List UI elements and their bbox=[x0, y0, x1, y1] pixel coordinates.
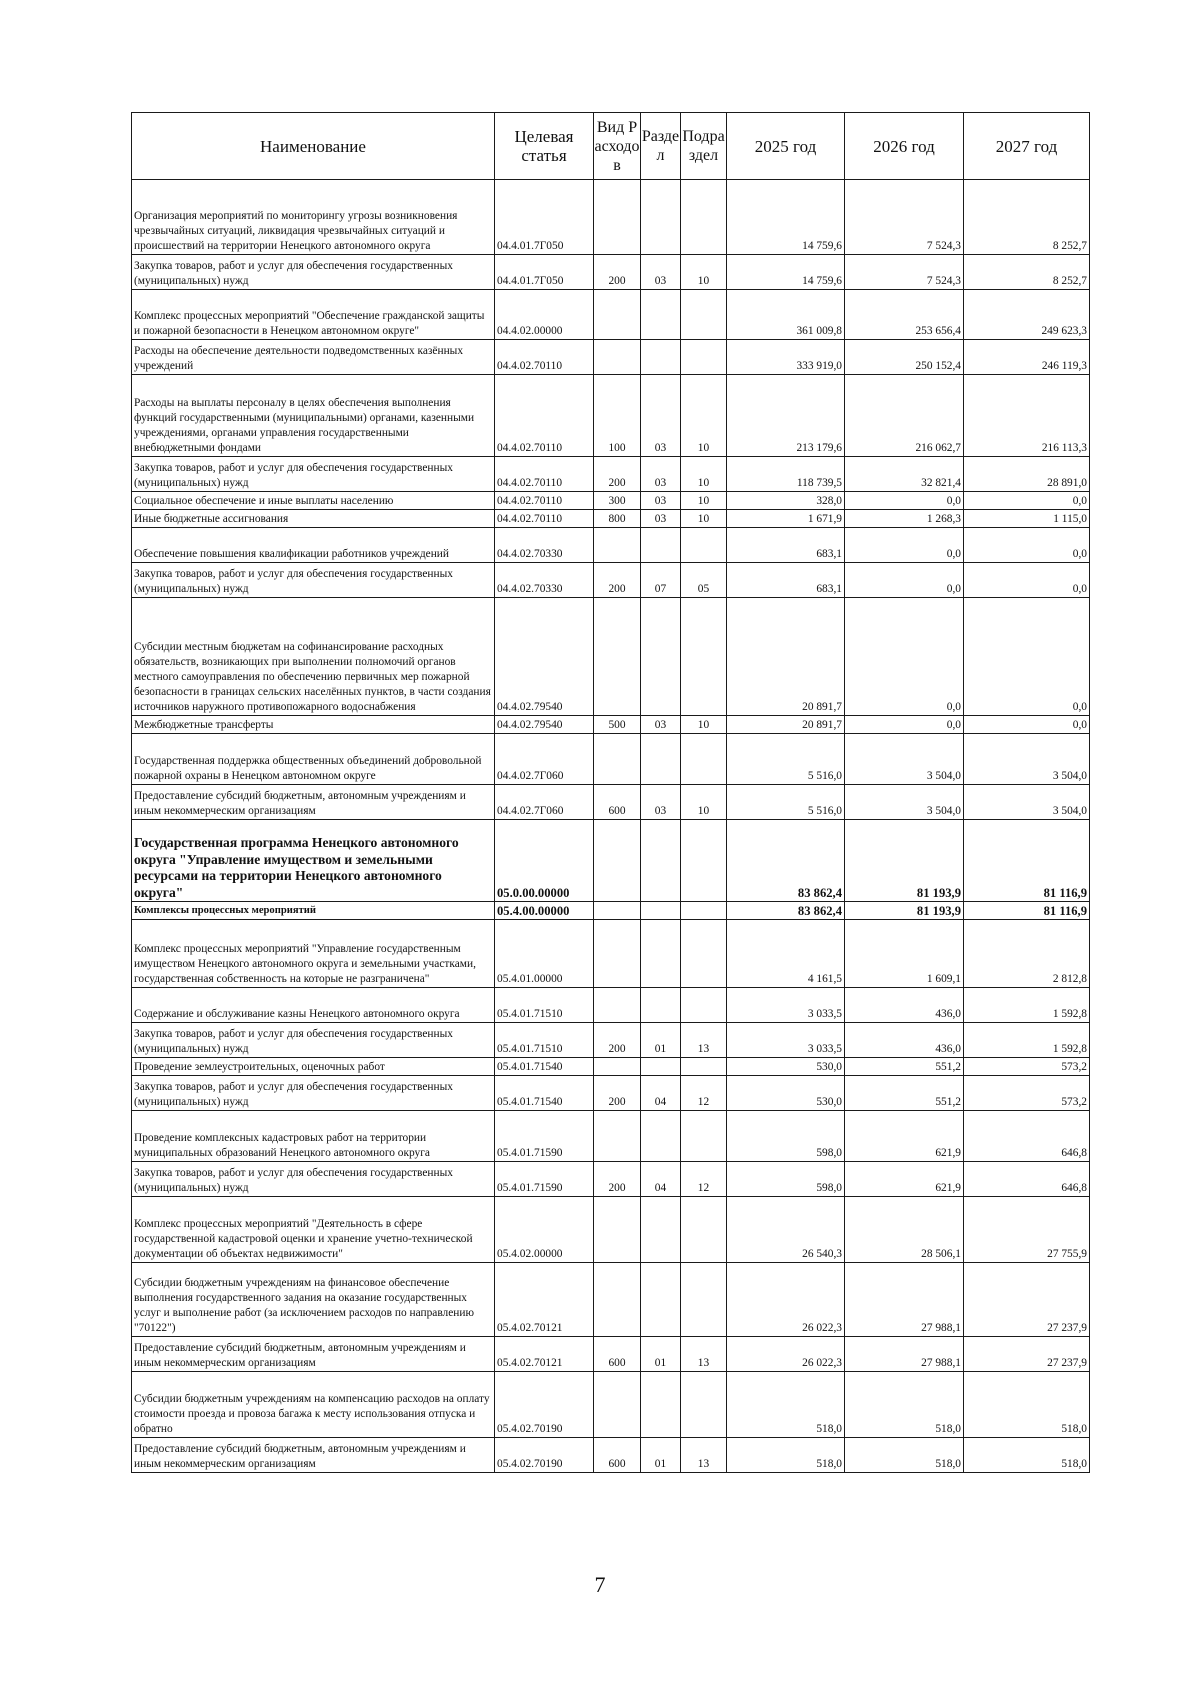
row-name: Закупка товаров, работ и услуг для обеспечения государственных (муниципальных) нужд bbox=[132, 457, 495, 492]
row-amount-2025: 333 919,0 bbox=[727, 340, 845, 375]
row-target: 04.4.02.79540 bbox=[495, 598, 594, 716]
row-name: Иные бюджетные ассигнования bbox=[132, 510, 495, 528]
row-kind: 500 bbox=[594, 716, 641, 734]
table-row bbox=[132, 1438, 1090, 1473]
row-name: Закупка товаров, работ и услуг для обеспечения государственных (муниципальных) нужд bbox=[132, 563, 495, 598]
row-section: 03 bbox=[641, 375, 681, 457]
row-name: Закупка товаров, работ и услуг для обеспечения государственных (муниципальных) нужд bbox=[132, 1023, 495, 1058]
row-amount-2027: 573,2 bbox=[964, 1058, 1090, 1076]
row-subsection bbox=[681, 180, 727, 255]
row-target: 04.4.01.7Г050 bbox=[495, 180, 594, 255]
table-row bbox=[132, 1263, 1090, 1337]
row-kind: 200 bbox=[594, 1023, 641, 1058]
row-target: 05.4.01.00000 bbox=[495, 920, 594, 988]
row-amount-2025: 598,0 bbox=[727, 1162, 845, 1197]
table-row bbox=[132, 1023, 1090, 1058]
row-subsection bbox=[681, 734, 727, 785]
row-target: 05.4.00.00000 bbox=[495, 902, 594, 920]
row-kind bbox=[594, 734, 641, 785]
row-amount-2025: 5 516,0 bbox=[727, 734, 845, 785]
row-name: Проведение землеустроительных, оценочных работ bbox=[132, 1058, 495, 1076]
row-amount-2027: 3 504,0 bbox=[964, 734, 1090, 785]
row-amount-2027: 0,0 bbox=[964, 716, 1090, 734]
table-row bbox=[132, 1372, 1090, 1438]
row-amount-2026: 27 988,1 bbox=[845, 1263, 964, 1337]
row-amount-2026: 216 062,7 bbox=[845, 375, 964, 457]
row-name: Закупка товаров, работ и услуг для обеспечения государственных (муниципальных) нужд bbox=[132, 1076, 495, 1111]
table-row bbox=[132, 340, 1090, 375]
row-amount-2025: 83 862,4 bbox=[727, 820, 845, 902]
row-amount-2025: 213 179,6 bbox=[727, 375, 845, 457]
row-amount-2027: 8 252,7 bbox=[964, 255, 1090, 290]
row-kind: 200 bbox=[594, 563, 641, 598]
row-target: 05.4.01.71590 bbox=[495, 1111, 594, 1162]
row-name: Обеспечение повышения квалификации работников учреждений bbox=[132, 528, 495, 563]
row-amount-2025: 20 891,7 bbox=[727, 716, 845, 734]
row-subsection bbox=[681, 1263, 727, 1337]
table-row bbox=[132, 180, 1090, 255]
row-amount-2027: 1 592,8 bbox=[964, 1023, 1090, 1058]
row-amount-2026: 250 152,4 bbox=[845, 340, 964, 375]
row-kind bbox=[594, 598, 641, 716]
row-name: Комплекс процессных мероприятий "Обеспечение гражданской защиты и пожарной безопасности в Ненецком автономном округе" bbox=[132, 290, 495, 340]
row-subsection bbox=[681, 1197, 727, 1263]
row-amount-2025: 26 540,3 bbox=[727, 1197, 845, 1263]
row-subsection: 10 bbox=[681, 457, 727, 492]
row-amount-2027: 81 116,9 bbox=[964, 820, 1090, 902]
table-row bbox=[132, 1337, 1090, 1372]
header-2027: 2027 год bbox=[964, 113, 1090, 180]
row-amount-2025: 328,0 bbox=[727, 492, 845, 510]
row-name: Организация мероприятий по мониторингу угрозы возникновения чрезвычайных ситуаций, ликвидация чрезвычайных ситуаций и происшествий на территории Ненецкого автономного округа bbox=[132, 180, 495, 255]
row-kind bbox=[594, 180, 641, 255]
row-section: 03 bbox=[641, 716, 681, 734]
row-kind: 100 bbox=[594, 375, 641, 457]
row-name: Закупка товаров, работ и услуг для обеспечения государственных (муниципальных) нужд bbox=[132, 1162, 495, 1197]
row-target: 05.4.01.71540 bbox=[495, 1058, 594, 1076]
table-row bbox=[132, 510, 1090, 528]
row-amount-2026: 0,0 bbox=[845, 528, 964, 563]
table-row bbox=[132, 1058, 1090, 1076]
row-section bbox=[641, 820, 681, 902]
row-kind bbox=[594, 1372, 641, 1438]
row-section: 01 bbox=[641, 1337, 681, 1372]
row-name: Субсидии местным бюджетам на софинансирование расходных обязательств, возникающих при выполнении полномочий органов местного самоуправления по обеспечению первичных мер пожарной безопасности в границах сельских населённых пунктов, в части создания источников наружного противопожарного водоснабжения bbox=[132, 598, 495, 716]
row-section bbox=[641, 180, 681, 255]
row-target: 04.4.02.70110 bbox=[495, 492, 594, 510]
row-name: Расходы на обеспечение деятельности подведомственных казённых учреждений bbox=[132, 340, 495, 375]
row-amount-2026: 518,0 bbox=[845, 1372, 964, 1438]
row-kind bbox=[594, 920, 641, 988]
row-section bbox=[641, 598, 681, 716]
row-amount-2025: 530,0 bbox=[727, 1058, 845, 1076]
row-amount-2027: 0,0 bbox=[964, 492, 1090, 510]
row-amount-2027: 3 504,0 bbox=[964, 785, 1090, 820]
header-2025: 2025 год bbox=[727, 113, 845, 180]
row-section: 03 bbox=[641, 457, 681, 492]
row-name: Государственная поддержка общественных объединений добровольной пожарной охраны в Ненецком автономном округе bbox=[132, 734, 495, 785]
row-amount-2026: 3 504,0 bbox=[845, 734, 964, 785]
row-amount-2027: 0,0 bbox=[964, 528, 1090, 563]
row-section bbox=[641, 920, 681, 988]
row-name: Предоставление субсидий бюджетным, автономным учреждениям и иным некоммерческим организациям bbox=[132, 1337, 495, 1372]
row-subsection bbox=[681, 988, 727, 1023]
header-2026: 2026 год bbox=[845, 113, 964, 180]
row-subsection: 12 bbox=[681, 1162, 727, 1197]
row-section bbox=[641, 290, 681, 340]
row-target: 05.4.02.70190 bbox=[495, 1438, 594, 1473]
row-amount-2025: 518,0 bbox=[727, 1372, 845, 1438]
table-row bbox=[132, 255, 1090, 290]
row-amount-2027: 27 237,9 bbox=[964, 1337, 1090, 1372]
row-subsection: 13 bbox=[681, 1023, 727, 1058]
row-name: Межбюджетные трансферты bbox=[132, 716, 495, 734]
row-kind bbox=[594, 820, 641, 902]
budget-document bbox=[131, 112, 1089, 1473]
row-amount-2026: 551,2 bbox=[845, 1058, 964, 1076]
row-subsection bbox=[681, 598, 727, 716]
row-amount-2026: 518,0 bbox=[845, 1438, 964, 1473]
row-subsection: 13 bbox=[681, 1438, 727, 1473]
row-amount-2027: 28 891,0 bbox=[964, 457, 1090, 492]
row-section bbox=[641, 1058, 681, 1076]
row-amount-2027: 1 592,8 bbox=[964, 988, 1090, 1023]
row-amount-2026: 0,0 bbox=[845, 563, 964, 598]
row-name: Предоставление субсидий бюджетным, автономным учреждениям и иным некоммерческим организациям bbox=[132, 785, 495, 820]
table-row bbox=[132, 988, 1090, 1023]
row-amount-2025: 530,0 bbox=[727, 1076, 845, 1111]
table-row bbox=[132, 563, 1090, 598]
table-row bbox=[132, 1162, 1090, 1197]
row-amount-2027: 0,0 bbox=[964, 598, 1090, 716]
row-amount-2026: 551,2 bbox=[845, 1076, 964, 1111]
header-kind: Вид Расходов bbox=[594, 113, 641, 180]
row-amount-2026: 1 268,3 bbox=[845, 510, 964, 528]
row-kind: 300 bbox=[594, 492, 641, 510]
row-target: 05.4.01.71510 bbox=[495, 988, 594, 1023]
row-amount-2027: 646,8 bbox=[964, 1111, 1090, 1162]
row-section bbox=[641, 1197, 681, 1263]
row-section: 04 bbox=[641, 1162, 681, 1197]
row-amount-2025: 20 891,7 bbox=[727, 598, 845, 716]
row-target: 05.4.01.71590 bbox=[495, 1162, 594, 1197]
row-kind bbox=[594, 1111, 641, 1162]
row-amount-2025: 83 862,4 bbox=[727, 902, 845, 920]
row-subsection: 10 bbox=[681, 510, 727, 528]
row-amount-2025: 14 759,6 bbox=[727, 255, 845, 290]
row-amount-2027: 518,0 bbox=[964, 1372, 1090, 1438]
row-name: Предоставление субсидий бюджетным, автономным учреждениям и иным некоммерческим организациям bbox=[132, 1438, 495, 1473]
row-amount-2027: 216 113,3 bbox=[964, 375, 1090, 457]
row-amount-2025: 361 009,8 bbox=[727, 290, 845, 340]
row-name: Комплекс процессных мероприятий "Управление государственным имуществом Ненецкого автономного округа и земельными участками, государственная собственность на которые не разграничена" bbox=[132, 920, 495, 988]
row-amount-2025: 683,1 bbox=[727, 563, 845, 598]
row-target: 04.4.02.79540 bbox=[495, 716, 594, 734]
row-amount-2025: 3 033,5 bbox=[727, 988, 845, 1023]
row-name: Закупка товаров, работ и услуг для обеспечения государственных (муниципальных) нужд bbox=[132, 255, 495, 290]
header-name: Наименование bbox=[132, 113, 495, 180]
table-row bbox=[132, 716, 1090, 734]
row-amount-2026: 28 506,1 bbox=[845, 1197, 964, 1263]
row-kind bbox=[594, 290, 641, 340]
row-amount-2025: 598,0 bbox=[727, 1111, 845, 1162]
row-amount-2027: 646,8 bbox=[964, 1162, 1090, 1197]
row-section bbox=[641, 1263, 681, 1337]
row-name: Комплекс процессных мероприятий "Деятельность в сфере государственной кадастровой оценки и хранение учетно-технической документации об объектах недвижимости" bbox=[132, 1197, 495, 1263]
row-target: 05.4.02.00000 bbox=[495, 1197, 594, 1263]
row-section: 03 bbox=[641, 510, 681, 528]
row-amount-2027: 2 812,8 bbox=[964, 920, 1090, 988]
row-section bbox=[641, 988, 681, 1023]
row-target: 04.4.02.7Г060 bbox=[495, 785, 594, 820]
row-name: Расходы на выплаты персоналу в целях обеспечения выполнения функций государственными (муниципальными) органами, казенными учреждениями, органами управления государственными внебюджетными фондами bbox=[132, 375, 495, 457]
row-kind: 600 bbox=[594, 1438, 641, 1473]
row-subsection: 10 bbox=[681, 375, 727, 457]
row-section bbox=[641, 1372, 681, 1438]
row-amount-2027: 81 116,9 bbox=[964, 902, 1090, 920]
row-amount-2027: 1 115,0 bbox=[964, 510, 1090, 528]
row-name: Содержание и обслуживание казны Ненецкого автономного округа bbox=[132, 988, 495, 1023]
row-amount-2027: 518,0 bbox=[964, 1438, 1090, 1473]
row-kind: 800 bbox=[594, 510, 641, 528]
table-body bbox=[132, 180, 1090, 1473]
row-kind: 200 bbox=[594, 457, 641, 492]
row-amount-2027: 27 237,9 bbox=[964, 1263, 1090, 1337]
row-amount-2026: 0,0 bbox=[845, 598, 964, 716]
row-amount-2026: 27 988,1 bbox=[845, 1337, 964, 1372]
row-section: 03 bbox=[641, 255, 681, 290]
row-name: Социальное обеспечение и иные выплаты населению bbox=[132, 492, 495, 510]
row-subsection: 05 bbox=[681, 563, 727, 598]
row-subsection bbox=[681, 902, 727, 920]
row-kind: 600 bbox=[594, 785, 641, 820]
row-amount-2025: 26 022,3 bbox=[727, 1263, 845, 1337]
row-amount-2025: 5 516,0 bbox=[727, 785, 845, 820]
row-subsection bbox=[681, 528, 727, 563]
row-subsection bbox=[681, 340, 727, 375]
row-name: Проведение комплексных кадастровых работ на территории муниципальных образований Ненецкого автономного округа bbox=[132, 1111, 495, 1162]
row-amount-2027: 27 755,9 bbox=[964, 1197, 1090, 1263]
row-target: 05.4.02.70190 bbox=[495, 1372, 594, 1438]
row-subsection: 10 bbox=[681, 492, 727, 510]
row-kind bbox=[594, 340, 641, 375]
row-target: 04.4.02.70110 bbox=[495, 510, 594, 528]
table-row bbox=[132, 785, 1090, 820]
row-section: 01 bbox=[641, 1023, 681, 1058]
row-target: 04.4.02.70110 bbox=[495, 457, 594, 492]
table-row bbox=[132, 1076, 1090, 1111]
row-kind bbox=[594, 902, 641, 920]
row-subsection bbox=[681, 920, 727, 988]
row-amount-2025: 1 671,9 bbox=[727, 510, 845, 528]
row-amount-2026: 253 656,4 bbox=[845, 290, 964, 340]
row-target: 05.4.02.70121 bbox=[495, 1263, 594, 1337]
page-number: 7 bbox=[594, 1572, 606, 1597]
row-kind bbox=[594, 1263, 641, 1337]
row-subsection bbox=[681, 820, 727, 902]
table-row bbox=[132, 290, 1090, 340]
row-subsection bbox=[681, 1372, 727, 1438]
row-amount-2025: 683,1 bbox=[727, 528, 845, 563]
row-amount-2026: 436,0 bbox=[845, 1023, 964, 1058]
row-section: 03 bbox=[641, 785, 681, 820]
row-kind: 600 bbox=[594, 1337, 641, 1372]
row-name: Комплексы процессных мероприятий bbox=[132, 902, 495, 920]
row-amount-2026: 621,9 bbox=[845, 1111, 964, 1162]
table-row bbox=[132, 375, 1090, 457]
table-row bbox=[132, 1111, 1090, 1162]
row-amount-2025: 518,0 bbox=[727, 1438, 845, 1473]
row-target: 04.4.01.7Г050 bbox=[495, 255, 594, 290]
row-target: 05.4.02.70121 bbox=[495, 1337, 594, 1372]
row-section: 04 bbox=[641, 1076, 681, 1111]
row-target: 05.0.00.00000 bbox=[495, 820, 594, 902]
row-target: 04.4.02.7Г060 bbox=[495, 734, 594, 785]
row-subsection: 10 bbox=[681, 785, 727, 820]
row-section bbox=[641, 528, 681, 563]
table-row bbox=[132, 920, 1090, 988]
table-row bbox=[132, 902, 1090, 920]
table-row bbox=[132, 528, 1090, 563]
row-amount-2026: 0,0 bbox=[845, 716, 964, 734]
row-amount-2027: 573,2 bbox=[964, 1076, 1090, 1111]
row-amount-2027: 246 119,3 bbox=[964, 340, 1090, 375]
row-amount-2026: 0,0 bbox=[845, 492, 964, 510]
row-target: 04.4.02.70330 bbox=[495, 528, 594, 563]
row-section: 01 bbox=[641, 1438, 681, 1473]
row-kind bbox=[594, 988, 641, 1023]
row-target: 04.4.02.00000 bbox=[495, 290, 594, 340]
row-name: Субсидии бюджетным учреждениям на компенсацию расходов на оплату стоимости проезда и провоза багажа к месту использования отпуска и обратно bbox=[132, 1372, 495, 1438]
row-kind: 200 bbox=[594, 1076, 641, 1111]
row-amount-2027: 8 252,7 bbox=[964, 180, 1090, 255]
table-row bbox=[132, 598, 1090, 716]
row-amount-2025: 4 161,5 bbox=[727, 920, 845, 988]
table-row bbox=[132, 1197, 1090, 1263]
table-row bbox=[132, 820, 1090, 902]
row-kind bbox=[594, 1197, 641, 1263]
row-amount-2026: 81 193,9 bbox=[845, 902, 964, 920]
row-target: 05.4.01.71540 bbox=[495, 1076, 594, 1111]
row-amount-2026: 436,0 bbox=[845, 988, 964, 1023]
row-subsection: 12 bbox=[681, 1076, 727, 1111]
row-subsection bbox=[681, 1111, 727, 1162]
table-row bbox=[132, 492, 1090, 510]
budget-table bbox=[131, 112, 1090, 1473]
header-section: Раздел bbox=[641, 113, 681, 180]
row-section bbox=[641, 734, 681, 785]
row-amount-2025: 14 759,6 bbox=[727, 180, 845, 255]
row-amount-2026: 1 609,1 bbox=[845, 920, 964, 988]
row-name: Субсидии бюджетным учреждениям на финансовое обеспечение выполнения государственного задания на оказание государственных услуг и выполнение работ (за исключением расходов по направлению "70122") bbox=[132, 1263, 495, 1337]
row-target: 04.4.02.70110 bbox=[495, 340, 594, 375]
row-amount-2026: 7 524,3 bbox=[845, 255, 964, 290]
row-kind bbox=[594, 528, 641, 563]
row-subsection: 10 bbox=[681, 255, 727, 290]
row-amount-2026: 7 524,3 bbox=[845, 180, 964, 255]
row-amount-2025: 118 739,5 bbox=[727, 457, 845, 492]
row-amount-2026: 621,9 bbox=[845, 1162, 964, 1197]
row-amount-2027: 0,0 bbox=[964, 563, 1090, 598]
row-section bbox=[641, 340, 681, 375]
row-subsection: 10 bbox=[681, 716, 727, 734]
row-section: 03 bbox=[641, 492, 681, 510]
row-target: 04.4.02.70110 bbox=[495, 375, 594, 457]
header-row bbox=[132, 113, 1090, 180]
row-kind: 200 bbox=[594, 1162, 641, 1197]
row-subsection bbox=[681, 290, 727, 340]
row-amount-2026: 32 821,4 bbox=[845, 457, 964, 492]
row-name: Государственная программа Ненецкого автономного округа "Управление имуществом и земельными ресурсами на территории Ненецкого автономного округа" bbox=[132, 820, 495, 902]
table-row bbox=[132, 457, 1090, 492]
row-kind bbox=[594, 1058, 641, 1076]
row-section bbox=[641, 902, 681, 920]
row-section bbox=[641, 1111, 681, 1162]
row-amount-2027: 249 623,3 bbox=[964, 290, 1090, 340]
header-subsection: Подраздел bbox=[681, 113, 727, 180]
row-amount-2026: 81 193,9 bbox=[845, 820, 964, 902]
row-kind: 200 bbox=[594, 255, 641, 290]
row-amount-2026: 3 504,0 bbox=[845, 785, 964, 820]
row-section: 07 bbox=[641, 563, 681, 598]
header-target: Целевая статья bbox=[495, 113, 594, 180]
row-subsection: 13 bbox=[681, 1337, 727, 1372]
row-subsection bbox=[681, 1058, 727, 1076]
row-target: 04.4.02.70330 bbox=[495, 563, 594, 598]
row-target: 05.4.01.71510 bbox=[495, 1023, 594, 1058]
row-amount-2025: 26 022,3 bbox=[727, 1337, 845, 1372]
table-row bbox=[132, 734, 1090, 785]
row-amount-2025: 3 033,5 bbox=[727, 1023, 845, 1058]
